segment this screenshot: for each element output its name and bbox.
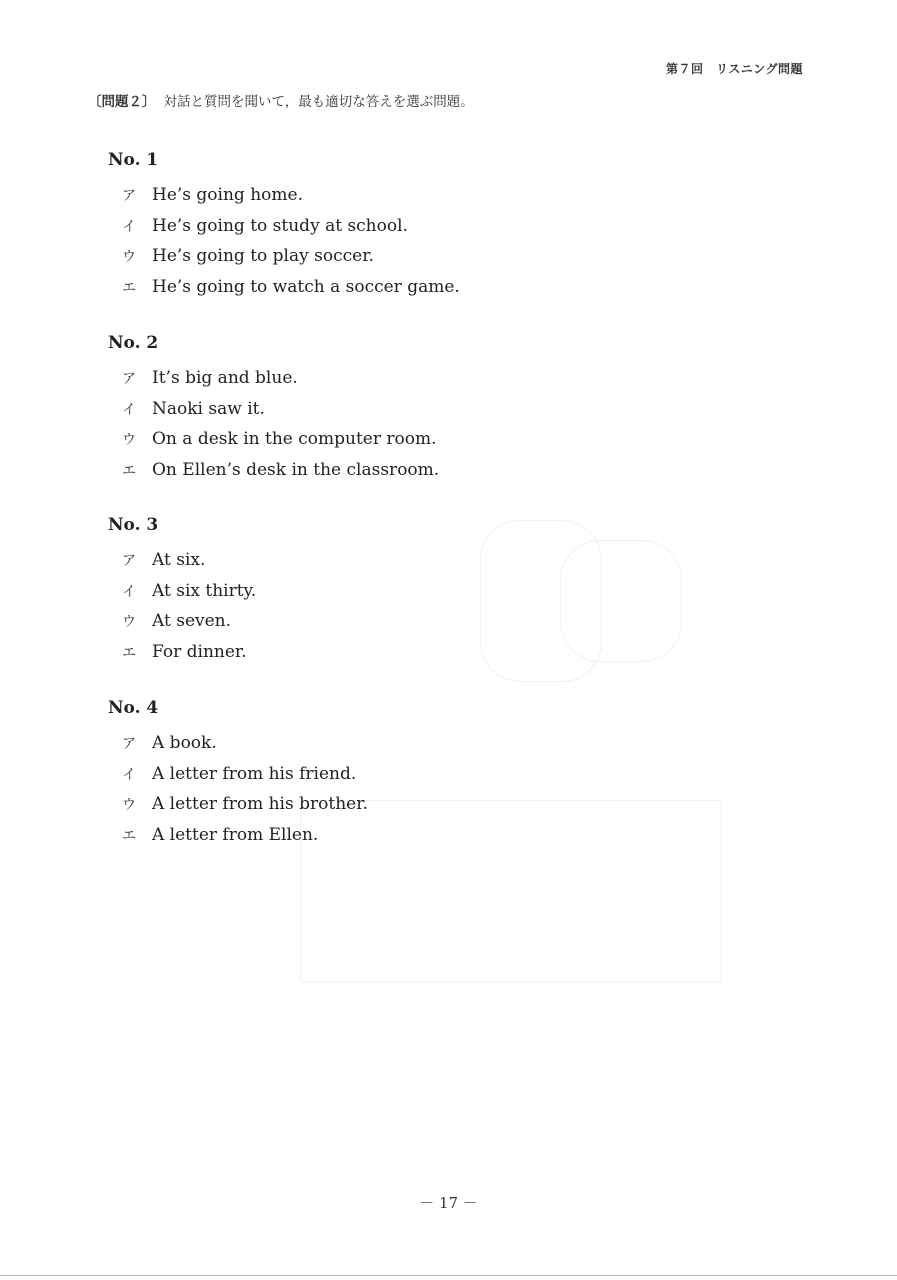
question-title: No. 4 [108, 698, 159, 718]
page-edge-divider [0, 1275, 897, 1276]
choice-row [108, 545, 256, 576]
choice-row [108, 728, 368, 759]
choice-row [108, 424, 439, 455]
section-heading [88, 90, 474, 110]
choice-text: It’s big and blue. [152, 368, 298, 389]
choice-row [108, 637, 256, 668]
choice-mark: エ [122, 827, 136, 844]
choice-text: On a desk in the computer room. [152, 429, 437, 450]
choice-mark: ウ [122, 797, 136, 814]
choice-row [108, 272, 460, 303]
choice-mark: ウ [122, 432, 136, 449]
choice-mark: エ [122, 462, 136, 479]
choice-row [108, 455, 439, 486]
section-instruction: 対話と質問を聞いて，最も適切な答えを選ぶ問題。 [163, 94, 474, 110]
choice-text: A letter from his friend. [152, 763, 357, 784]
choice-mark: イ [122, 218, 136, 235]
choice-text: He’s going to watch a soccer game. [152, 276, 460, 297]
choice-row [108, 606, 256, 637]
choice-text: For dinner. [152, 641, 247, 662]
choice-mark: エ [122, 279, 136, 296]
question-title: No. 2 [108, 333, 159, 353]
question-block [108, 332, 439, 485]
choice-row [108, 394, 439, 425]
choice-text: He’s going home. [152, 185, 303, 206]
choice-mark: エ [122, 644, 136, 661]
choice-row [108, 180, 460, 211]
choice-mark: イ [122, 583, 136, 600]
choice-row [108, 363, 439, 394]
choice-row [108, 759, 368, 790]
section-label: 〔問題２〕 [88, 94, 156, 110]
choice-mark: イ [122, 766, 136, 783]
choice-mark: イ [122, 401, 136, 418]
choice-text: Naoki saw it. [152, 398, 265, 419]
bleed-through-shape [560, 540, 682, 662]
choice-mark: ウ [122, 249, 136, 266]
question-block [108, 514, 256, 667]
choice-text: A letter from his brother. [152, 794, 368, 815]
question-block [108, 697, 368, 850]
choice-text: At seven. [152, 611, 232, 632]
choice-text: At six thirty. [152, 580, 257, 601]
choice-mark: ア [122, 736, 136, 753]
choice-text: On Ellen’s desk in the classroom. [152, 459, 440, 480]
choice-row [108, 211, 460, 242]
page-number: － 17 － [419, 1194, 478, 1212]
choice-text: A book. [152, 733, 217, 754]
question-title: No. 3 [108, 515, 159, 535]
choice-text: A letter from Ellen. [152, 824, 319, 845]
question-block [108, 149, 460, 302]
choice-row [108, 820, 368, 851]
question-title: No. 1 [108, 150, 159, 170]
choice-text: He’s going to study at school. [152, 215, 408, 236]
choice-mark: ア [122, 371, 136, 388]
choice-mark: ウ [122, 614, 136, 631]
choice-text: At six. [152, 550, 206, 571]
choice-mark: ア [122, 553, 136, 570]
round-title: 第７回 リスニング問題 [665, 62, 803, 76]
choice-mark: ア [122, 188, 136, 205]
choice-row [108, 576, 256, 607]
choice-row [108, 789, 368, 820]
choice-text: He’s going to play soccer. [152, 246, 374, 267]
choice-row [108, 241, 460, 272]
